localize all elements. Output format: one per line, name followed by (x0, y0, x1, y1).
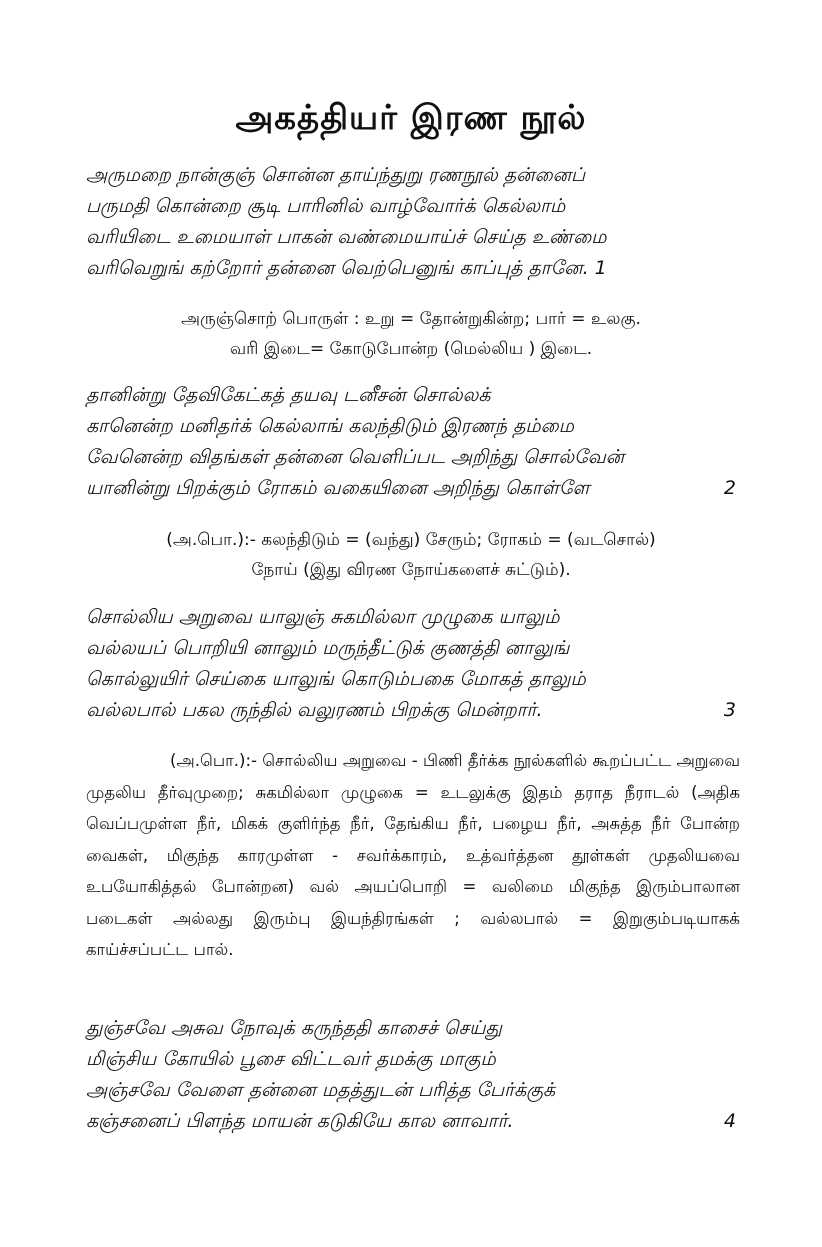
verse-line: பருமதி கொன்றை சூடி பாரினில் வாழ்வோர்க் கெல்லாம் (86, 195, 566, 217)
verse-line: கஞ்சனைப் பிளந்த மாயன் கடுகியே கால னாவார். (86, 1110, 514, 1132)
gloss-2 (60, 525, 762, 585)
verse-number: 4 (723, 1110, 736, 1132)
gloss-1 (60, 304, 762, 364)
gloss-line: நோய் (இது விரண நோய்களைச் சுட்டும்). (251, 560, 571, 580)
verse-3 (86, 602, 742, 726)
verse-line: சொல்லிய அறுவை யாலுஞ் சுகமில்லா முழுகை யாலும் (86, 606, 560, 628)
verse-line: துஞ்சவே அசுவ நோவுக் கருந்ததி காசைச் செய்து (86, 1017, 502, 1039)
verse-4 (86, 1013, 742, 1137)
verse-line: மிஞ்சிய கோயில் பூசை விட்டவர் தமக்கு மாகும் (86, 1048, 496, 1070)
verse-line: கொல்லுயிர் செய்கை யாலுங் கொடும்பகை மோகத் தாலும் (86, 668, 586, 690)
verse-2 (86, 380, 742, 504)
verse-line: யானின்று பிறக்கும் ரோகம் வகையினை அறிந்து கொள்ளே (86, 477, 590, 499)
verse-1 (86, 160, 742, 284)
verse-line: அஞ்சவே வேளை தன்னை மதத்துடன் பரித்த பேர்க்குக் (86, 1079, 556, 1101)
verse-line: வேனென்ற விதங்கள் தன்னை வெளிப்பட அறிந்து சொல்வேன் (86, 446, 625, 468)
verse-number: 2 (723, 477, 736, 499)
verse-line: வரியிடை உமையாள் பாகன் வண்மையாய்ச் செய்த உண்மை (86, 226, 607, 248)
gloss-line: அருஞ்சொற் பொருள் : உறு = தோன்றுகின்ற; பார் = உலகு. (181, 309, 641, 329)
verse-line: வரிவெறுங் கற்றோர் தன்னை வெற்பெனுங் காப்புத் தானே. 1 (86, 257, 607, 279)
verse-number: 3 (723, 699, 736, 721)
verse-line: தானின்று தேவிகேட்கத் தயவு டனீசன் சொல்லக் (86, 384, 491, 406)
verse-line: கானென்ற மனிதர்க் கெல்லாங் கலந்திடும் இரணந் தம்மை (86, 415, 574, 437)
gloss-line: (அ.பொ.):- கலந்திடும் = (வந்து) சேரும்; ரோகம் = (வடசொல்) (166, 530, 656, 550)
gloss-line: வரி இடை= கோடுபோன்ற (மெல்லிய ) இடை. (229, 339, 593, 359)
verse-line: அருமறை நான்குஞ் சொன்ன தாய்ந்துறு ரணநூல் தன்னைப் (86, 164, 586, 186)
page-title: அகத்தியர் இரண நூல் (235, 98, 587, 138)
explanatory-note: (அ.பொ.):- சொல்லிய அறுவை - பிணி தீர்க்க நூல்களில் கூறப்பட்ட அறுவை முதலிய தீர்வுமுறை; சுகமில்லா முழுகை = உடலுக்கு இதம் தராத நீராடல் (அதிக வெப்பமுள்ள நீர், மிகக் குளிர்ந்த நீர், தேங்கிய நீர், பழைய நீர், அசுத்த நீர் போன்ற வைகள், மிகுந்த காரமுள்ள - சவர்க்காரம், உத்வர்த்தன தூள்கள் முதலியவை உபயோகித்தல் போன்றன) வல் அயப்பொறி = வலிமை மிகுந்த இரும்பாலான படைகள் அல்லது இரும்பு இயந்திரங்கள் ; வல்லபால் = இறுகும்படியாகக் காய்ச்சப்பட்ட பால். (86, 751, 740, 959)
verse-line: வல்லயப் பொறியி னாலும் மருந்தீட்டுக் குணத்தி னாலுங் (86, 637, 570, 659)
verse-line: வல்லபால் பகல ருந்தில் வலுரணம் பிறக்கு மென்றார். (86, 699, 543, 721)
